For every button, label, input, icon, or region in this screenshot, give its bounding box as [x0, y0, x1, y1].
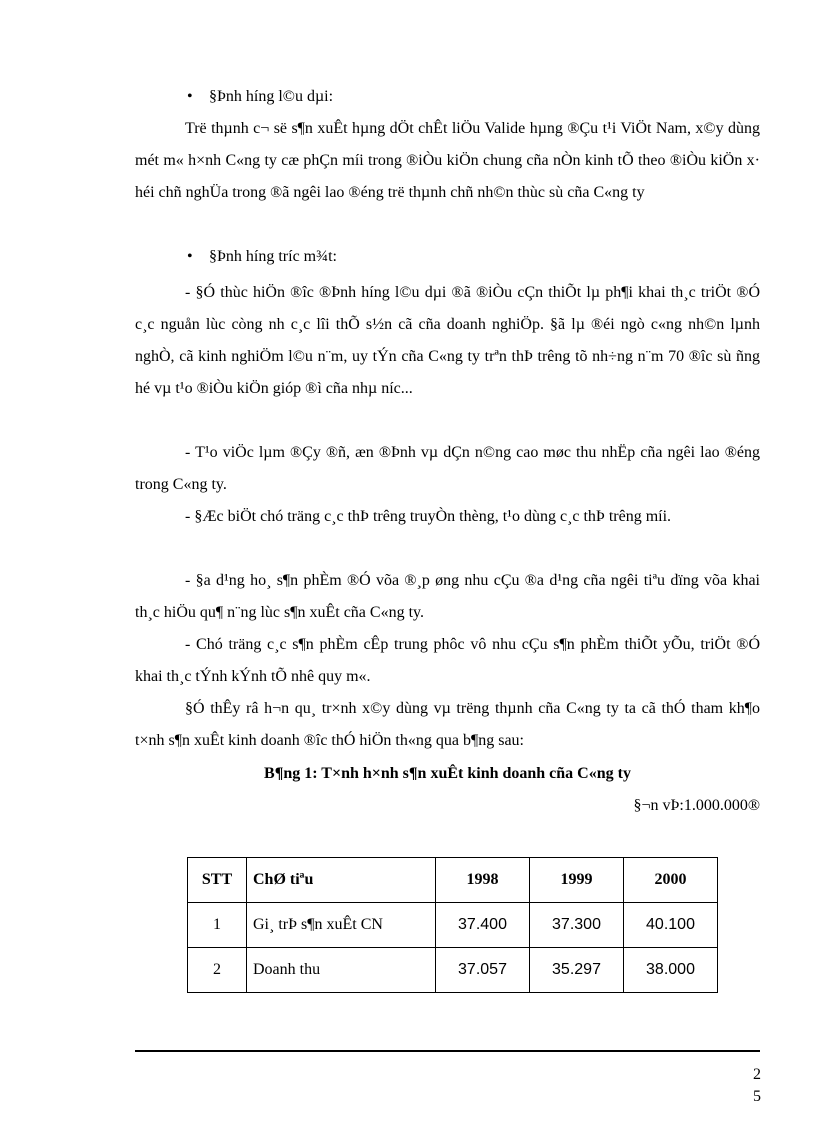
cell-2000: 38.000 — [624, 948, 718, 993]
bullet-short-term-text: §Þnh híng tríc m¾t: — [209, 248, 337, 265]
cell-1999: 37.300 — [530, 903, 624, 948]
paragraph-intro-table: §Ó thÊy râ h¬n qu¸ tr×nh x©y dùng vµ trëng thµnh cña C«ng ty ta cã thÓ tham kh¶o t×nh s¶n xuÊt kinh doanh ®îc thÓ hiÖn th«ng qua b¶ng sau: — [135, 700, 760, 749]
bullet-short-term — [187, 241, 337, 273]
cell-1998: 37.400 — [436, 903, 530, 948]
page-number-digit-2: 5 — [753, 1088, 761, 1105]
cell-stt: 2 — [188, 948, 247, 993]
page-number — [750, 1064, 764, 1108]
bullet-icon: • — [187, 88, 193, 105]
footer-divider — [135, 1050, 760, 1052]
header-indicator: ChØ tiªu — [247, 858, 436, 903]
bullet-long-term — [187, 81, 333, 113]
table-row — [188, 903, 718, 948]
cell-stt: 1 — [188, 903, 247, 948]
table-row — [188, 948, 718, 993]
paragraph-markets: - §Æc biÖt chó träng c¸c thÞ trêng truyÒn thèng, t¹o dùng c¸c thÞ trêng míi. — [185, 508, 672, 525]
cell-2000: 40.100 — [624, 903, 718, 948]
table-title: B¶ng 1: T×nh h×nh s¶n xuÊt kinh doanh cña C«ng ty — [264, 765, 631, 782]
cell-1999: 35.297 — [530, 948, 624, 993]
header-stt: STT — [188, 858, 247, 903]
paragraph-diversify: - §a d¹ng ho¸ s¶n phÈm ®Ó võa ®¸p øng nhu cÇu ®a d¹ng cña ngêi tiªu dïng võa khai th¸c hiÖu qu¶ n¨ng lùc s¶n xuÊt cña C«ng ty. — [135, 572, 760, 621]
paragraph-vision: Trë thµnh c¬ së s¶n xuÊt hµng dÖt chÊt liÖu Valide hµng ®Çu t¹i ViÖt Nam, x©y dùng mét m« h×nh C«ng ty cæ phÇn míi trong ®iÒu kiÖn chung cña nÒn kinh tÕ theo ®iÒu kiÖn x· héi chñ nghÜa trong ®ã ngêi lao ®éng trë thµnh chñ nh©n thùc sù cña C«ng ty — [135, 120, 760, 201]
paragraph-mid-range: - Chó träng c¸c s¶n phÈm cÊp trung phôc vô nhu cÇu s¶n phÈm thiÕt yÕu, triÖt ®Ó khai th¸c tÝnh kÝnh tÕ nhê quy m«. — [135, 636, 760, 685]
page-number-digit-1: 2 — [753, 1066, 761, 1083]
bullet-long-term-text: §Þnh híng l©u dµi: — [209, 88, 334, 105]
unit-note: §¬n vÞ:1.000.000® — [633, 797, 760, 814]
cell-indicator: Gi¸ trÞ s¶n xuÊt CN — [247, 903, 436, 948]
production-table — [187, 857, 718, 993]
header-1999: 1999 — [530, 858, 624, 903]
bullet-icon: • — [187, 248, 193, 265]
header-2000: 2000 — [624, 858, 718, 903]
cell-indicator: Doanh thu — [247, 948, 436, 993]
cell-1998: 37.057 — [436, 948, 530, 993]
header-1998: 1998 — [436, 858, 530, 903]
paragraph-resources: - §Ó thùc hiÖn ®îc ®Þnh híng l©u dµi ®ã ®iÒu cÇn thiÕt lµ ph¶i khai th¸c triÖt ®Ó c¸c nguån lùc còng nh c¸c lîi thÕ s½n cã cña doanh nghiÖp. §ã lµ ®éi ngò c«ng nh©n lµnh nghÒ, cã kinh nghiÖm l©u n¨m, uy tÝn cña C«ng ty trªn thÞ trêng tõ nh÷ng n¨m 70 ®îc sù ñng hé vµ t¹o ®iÒu kiÖn gióp ®ì cña nhµ níc... — [135, 284, 760, 397]
table-header-row — [188, 858, 718, 903]
paragraph-employment: - T¹o viÖc lµm ®Çy ®ñ, æn ®Þnh vµ dÇn n©ng cao møc thu nhËp cña ngêi lao ®éng trong C«ng ty. — [135, 444, 760, 493]
